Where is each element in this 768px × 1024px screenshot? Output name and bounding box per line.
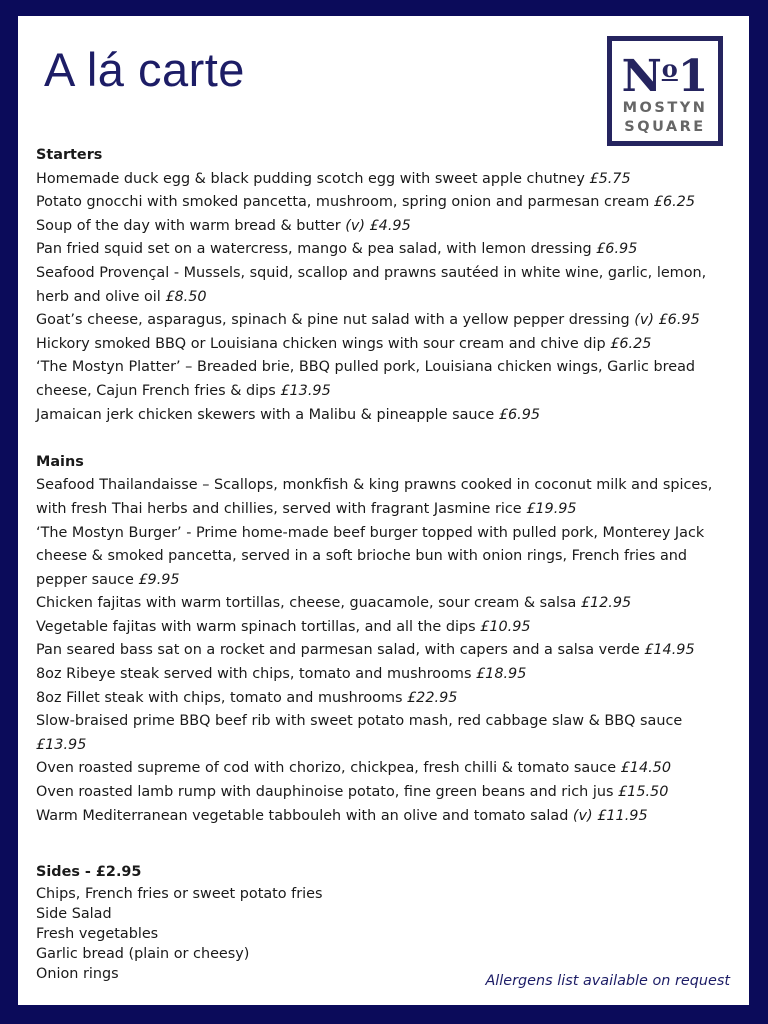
sides-section [36,861,726,984]
menu-item: Pan fried squid set on a watercress, mango & pea salad, with lemon dressing £6.95 [36,241,638,258]
menu-item: Homemade duck egg & black pudding scotch egg with sweet apple chutney £5.75 [36,170,631,187]
menu-item: Chicken fajitas with warm tortillas, cheese, guacamole, sour cream & salsa £12.95 [36,595,632,612]
menu-item: Pan seared bass sat on a rocket and parmesan salad, with capers and a salsa verde £14.95 [36,642,695,659]
menu-item: ‘The Mostyn Platter’ – Breaded brie, BBQ pulled pork, Louisiana chicken wings, Garlic bread cheese, Cajun French fries & dips £13.95 [36,359,696,399]
menu-item: 8oz Ribeye steak served with chips, tomato and mushrooms £18.95 [36,666,527,683]
starters-heading: Starters [36,147,103,163]
menu-body [36,144,726,984]
menu-item: Soup of the day with warm bread & butter (v) £4.95 [36,217,411,234]
logo-line-2: SQUARE [624,119,706,135]
menu-item: Oven roasted supreme of cod with chorizo, chickpea, fresh chilli & tomato sauce £14.50 [36,760,671,777]
menu-item: 8oz Fillet steak with chips, tomato and mushrooms £22.95 [36,689,458,706]
menu-item: Goat’s cheese, asparagus, spinach & pine nut salad with a yellow pepper dressing (v) £6.95 [36,312,700,329]
menu-item: Jamaican jerk chicken skewers with a Malibu & pineapple sauce £6.95 [36,406,541,423]
side-item: Onion rings [36,966,119,983]
side-item: Chips, French fries or sweet potato fries [36,886,323,903]
menu-item: Seafood Provençal - Mussels, squid, scallop and prawns sautéed in white wine, garlic, lemon, herb and olive oil £8.50 [36,264,707,305]
menu-item: Seafood Thailandaisse – Scallops, monkfish & king prawns cooked in coconut milk and spices, with fresh Thai herbs and chillies, served with fragrant Jasmine rice £19.95 [36,477,713,517]
menu-page [18,16,749,1005]
sides-heading: Sides - £2.95 [36,864,142,881]
logo-number: $N^o1$ [621,51,709,102]
page-title: A lá carte [44,43,245,96]
menu-item: Slow-braised prime BBQ beef rib with sweet potato mash, red cabbage slaw & BBQ sauce £13.95 [36,713,683,753]
no1-mostyn-square-logo [607,36,723,146]
starters-section [36,144,726,427]
side-item: Side Salad [36,906,112,923]
menu-item: ‘The Mostyn Burger’ - Prime home-made beef burger topped with pulled pork, Monterey Jack cheese & smoked pancetta, served in a soft brioche bun with onion rings, French fries and pepper sauce £9.95 [36,524,705,588]
menu-item: Vegetable fajitas with warm spinach tortillas, and all the dips £10.95 [36,618,531,635]
side-item: Garlic bread (plain or cheesy) [36,946,250,963]
menu-item: Hickory smoked BBQ or Louisiana chicken wings with sour cream and chive dip £6.25 [36,335,652,352]
menu-item: Potato gnocchi with smoked pancetta, mushroom, spring onion and parmesan cream £6.25 [36,194,695,211]
side-item: Fresh vegetables [36,926,159,943]
menu-item: Oven roasted lamb rump with dauphinoise potato, fine green beans and rich jus £15.50 [36,784,669,801]
menu-item: Warm Mediterranean vegetable tabbouleh with an olive and tomato salad (v) £11.95 [36,807,648,824]
mains-heading: Mains [36,453,84,470]
logo-line-1: MOSTYN [622,100,708,116]
allergen-note: Allergens list available on request [485,973,730,989]
mains-section [36,451,726,829]
